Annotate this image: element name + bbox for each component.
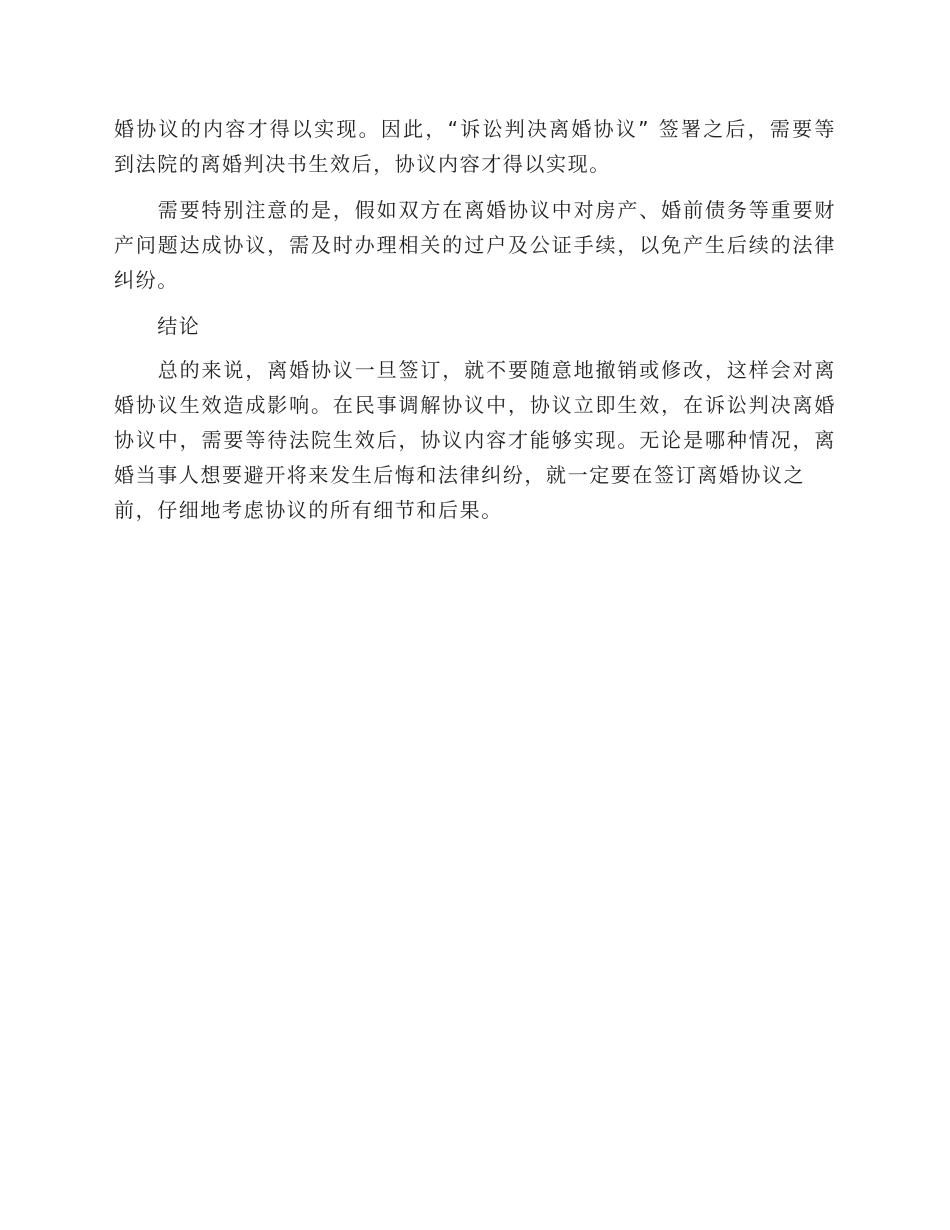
paragraph-spacer bbox=[114, 182, 836, 193]
paragraph-spacer bbox=[114, 344, 836, 353]
text-line: 总的来说，离婚协议一旦签订，就不要随意地撤销或修改，这样会对离 bbox=[114, 358, 836, 382]
paragraph-spacer bbox=[114, 298, 836, 309]
text-line: 纠纷。 bbox=[114, 268, 179, 292]
heading-text: 结论 bbox=[114, 314, 201, 338]
paragraph-2 bbox=[114, 193, 836, 298]
text-line: 产问题达成协议，需及时办理相关的过户及公证手续，以免产生后续的法律 bbox=[114, 233, 836, 257]
document-body bbox=[114, 112, 836, 528]
text-line: 到法院的离婚判决书生效后，协议内容才得以实现。 bbox=[114, 152, 611, 176]
text-line: 婚协议生效造成影响。在民事调解协议中，协议立即生效，在诉讼判决离婚 bbox=[114, 393, 836, 417]
paragraph-1 bbox=[114, 112, 836, 182]
text-line: 协议中，需要等待法院生效后，协议内容才能够实现。无论是哪种情况，离 bbox=[114, 428, 836, 452]
text-line: 需要特别注意的是，假如双方在离婚协议中对房产、婚前债务等重要财 bbox=[114, 198, 836, 222]
text-line: 前，仔细地考虑协议的所有细节和后果。 bbox=[114, 498, 503, 522]
text-line: 婚当事人想要避开将来发生后悔和法律纠纷，就一定要在签订离婚协议之 bbox=[114, 463, 806, 487]
text-line: 婚协议的内容才得以实现。因此，“诉讼判决离婚协议” 签署之后，需要等 bbox=[114, 117, 836, 141]
paragraph-3 bbox=[114, 353, 836, 528]
section-heading bbox=[114, 309, 836, 344]
